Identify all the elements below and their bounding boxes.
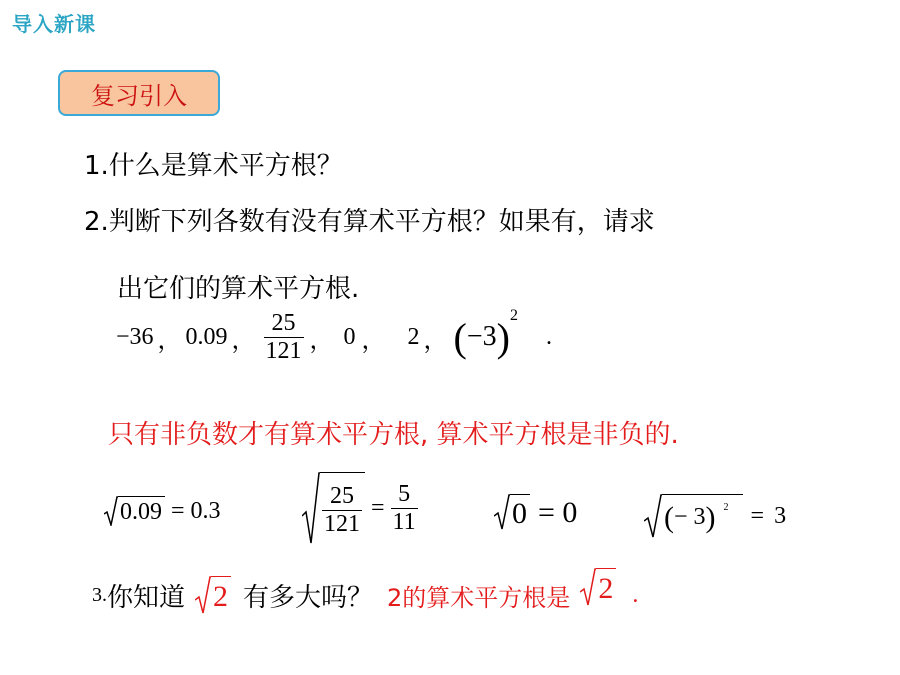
paren-inner: −3 [466,321,497,352]
equals-sign: = [371,494,385,521]
radical [494,494,530,531]
radical-sign-icon [104,496,118,526]
result-sqrt-0-09 [104,496,221,526]
section-badge [58,70,220,116]
separator: ， [231,327,256,354]
fraction-denominator: 11 [392,508,416,535]
radical [302,472,365,544]
result-value: = 0.3 [171,497,221,524]
exponent: 2 [723,502,729,513]
number-2: 2 [407,323,420,350]
question-1: 1.什么是算术平方根？ [84,151,343,181]
fraction-numerator: 5 [398,480,411,507]
exponent: 2 [510,307,518,324]
fraction [322,483,362,538]
result-sqrt-neg3-squared [644,494,786,538]
header-bar [0,0,900,46]
radical-sign-icon [644,494,662,538]
radicand: 2 [596,568,616,606]
question-2-line-1: 2.判断下列各数有没有算术平方根？如果有，请求 [84,207,655,237]
question-3-text-after: 有多大吗？ [243,582,374,613]
number-0-09: 0.09 [185,323,228,350]
separator: ， [361,327,386,354]
fraction-denominator: 121 [324,511,360,537]
separator: ， [423,327,448,354]
left-paren: ( [664,500,674,534]
radical [644,494,743,538]
badge-label: 复习引入 [91,81,187,110]
question-3-number: 3. [92,583,107,606]
answer-text: 2的算术平方根是 [387,583,571,612]
numbers-list [116,303,552,371]
number-0: 0 [343,323,356,350]
number-neg36: −36 [116,323,154,350]
header-title: 导入新课 [12,12,96,36]
left-paren: ( [453,314,467,360]
fraction-numerator: 25 [271,309,296,336]
paren-inner: − 3 [674,504,706,530]
radical [104,496,165,526]
fraction-numerator: 25 [330,483,354,509]
fraction-denominator: 121 [265,337,302,364]
answer-radical-2 [580,568,616,606]
separator: ， [157,327,182,354]
question-3-text-before: 你知道 [107,582,186,613]
answer-period: . [632,581,639,608]
result-fraction [391,481,418,536]
result-sqrt-0 [494,494,577,531]
question-2-line-2: 出它们的算术平方根. [117,274,360,304]
radical-sign-icon [580,568,596,606]
radicand [320,472,365,544]
result-sqrt-fraction [302,472,418,544]
radical-2 [195,576,231,614]
list-period: . [546,323,552,350]
radicand: 0.09 [118,496,165,526]
radical-sign-icon [302,472,320,544]
equals-sign: = [750,502,765,529]
right-paren: ) [496,314,510,360]
result-value: = 0 [538,495,578,529]
fraction-25-121 [264,310,304,365]
radical-sign-icon [195,576,211,614]
radicand [662,494,743,538]
rule-text: 只有非负数才有算术平方根, 算术平方根是非负的. [108,420,679,450]
radicand: 2 [211,576,231,614]
result-value: 3 [774,502,787,529]
question-3 [92,571,639,614]
separator: ， [309,327,334,354]
radicand: 0 [510,494,530,531]
right-paren: ) [705,500,716,534]
radical-sign-icon [494,494,510,530]
